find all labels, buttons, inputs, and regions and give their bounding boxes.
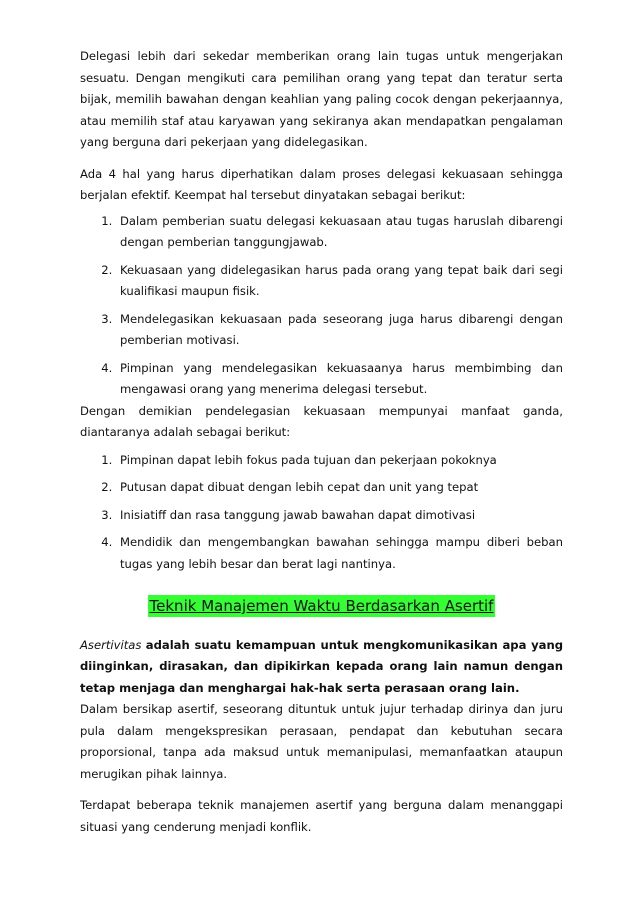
list-item: 2. Kekuasaan yang didelegasikan harus pada orang yang tepat baik dari segi kualifikasi maupun fisik.: [116, 260, 563, 303]
paragraph-delegasi: Delegasi lebih dari sekedar memberikan orang lain tugas untuk mengerjakan sesuatu. Dengan mengikuti cara pemilihan orang yang tepat dan teratur serta bijak, memilih bawahan dengan keahlian yang paling cocok dengan pekerjaannya, atau memilih staf atau karyawan yang sekiranya akan mendapatkan pengalaman yang berguna dari pekerjaan yang didelegasikan.: [80, 49, 563, 149]
paragraph-manfaat: Dengan demikian pendelegasian kekuasaan mempunyai manfaat ganda, diantaranya adalah sebagai berikut:: [80, 403, 563, 439]
list-manfaat: [80, 450, 563, 576]
paragraph-teknik: Terdapat beberapa teknik manajemen asertif yang berguna dalam menanggapi situasi yang cenderung menjadi konflik.: [80, 798, 563, 834]
list-item: 1. Dalam pemberian suatu delegasi kekuasaan atau tugas haruslah dibarengi dengan pemberian tanggungjawab.: [116, 211, 563, 254]
list-item: 3. Inisiatiff dan rasa tanggung jawab bawahan dapat dimotivasi: [116, 505, 563, 527]
paragraph-asertivitas: [80, 635, 563, 700]
section-heading: Teknik Manajemen Waktu Berdasarkan Asertif: [149, 597, 494, 615]
list-empat-hal: [80, 211, 563, 401]
list-item: 4. Mendidik dan mengembangkan bawahan sehingga mampu diberi beban tugas yang lebih besar dan berat lagi nantinya.: [116, 532, 563, 575]
paragraph-bersikap-asertif: Dalam bersikap asertif, seseorang dituntuk untuk jujur terhadap dirinya dan juru pula dalam mengekspresikan perasaan, pendapat dan kebutuhan secara proporsional, tanpa ada maksud untuk memanipulasi, memanfaatkan ataupun merugikan pihak lainnya.: [80, 702, 563, 781]
list-item: 1. Pimpinan dapat lebih fokus pada tujuan dan pekerjaan pokoknya: [116, 450, 563, 472]
term-asertivitas: Asertivitas: [80, 637, 142, 652]
section-heading-wrap: [80, 595, 563, 619]
list-item: 4. Pimpinan yang mendelegasikan kekuasaanya harus membimbing dan mengawasi orang yang menerima delegasi tersebut.: [116, 358, 563, 401]
list-item: 3. Mendelegasikan kekuasaan pada seseorang juga harus dibarengi dengan pemberian motivasi.: [116, 309, 563, 352]
paragraph-empat-hal: Ada 4 hal yang harus diperhatikan dalam proses delegasi kekuasaan sehingga berjalan efektif. Keempat hal tersebut dinyatakan sebagai berikut:: [80, 166, 563, 202]
document-page: [80, 46, 563, 838]
list-item: 2. Putusan dapat dibuat dengan lebih cepat dan unit yang tepat: [116, 477, 563, 499]
definition-asertivitas: adalah suatu kemampuan untuk mengkomunikasikan apa yang diinginkan, dirasakan, dan dipikirkan kepada orang lain namun dengan tetap menjaga dan menghargai hak-hak serta perasaan orang lain.: [80, 637, 564, 695]
